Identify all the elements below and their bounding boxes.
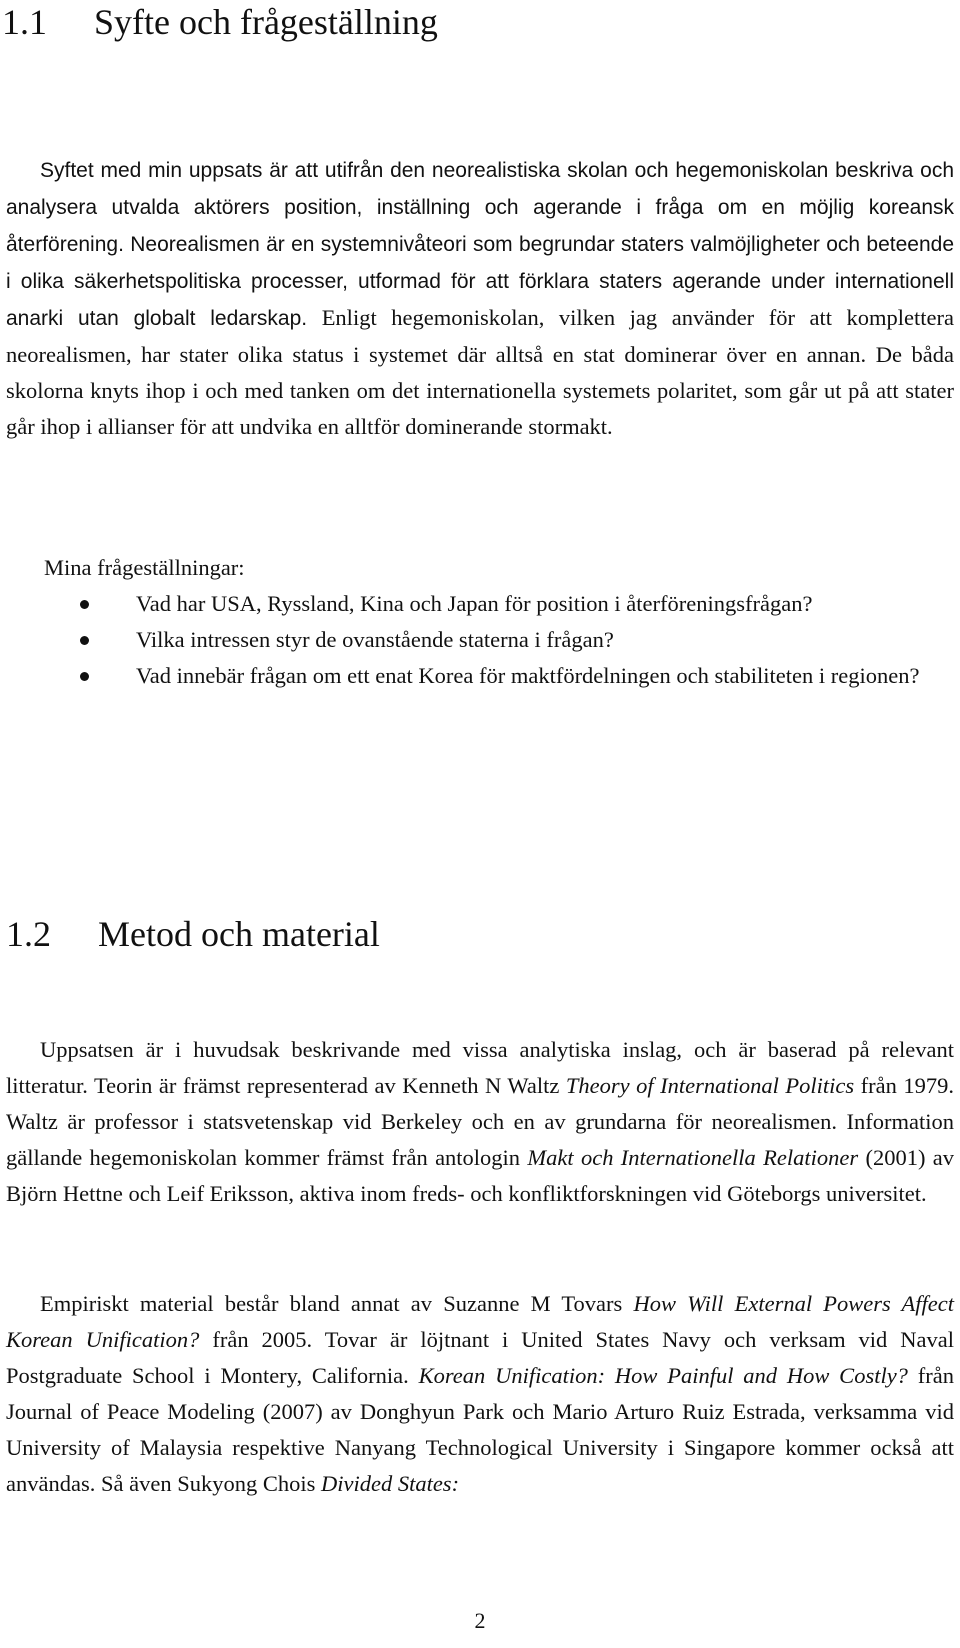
bullet-icon	[80, 672, 89, 681]
book-title: Theory of International Politics	[565, 1073, 855, 1098]
empirical-text: från 2005. Tovar är löjtnant i United States Navy och verksam vid Naval Postgraduate School i Montery, California.	[6, 1327, 954, 1388]
question-text: Vad innebär frågan om ett enat Korea för maktfördelningen och stabiliteten i regionen?	[136, 663, 920, 688]
empirical-text: från Journal of Peace Modeling (2007) av Donghyun Park och Mario Arturo Ruiz Estrada, verksamma vid University of Malaysia respektive Nanyang Technological University i Singapore kommer också att användas. Så även Sukyong Chois	[6, 1363, 954, 1496]
purpose-text-part1: Syftet med min uppsats är att utifrån den neorealistiska skolan och hegemoniskolan beskriva och analysera utvalda aktörers position, inställning och agerande i fråga om en möjlig koreansk återförening. Neorealismen är en systemnivåteori som begrundar staters valmöjligheter och beteende i olika säkerhetspolitiska processer, utformad för att förklara staters agerande under internationell anarki utan globalt ledarskap.	[6, 159, 954, 330]
questions-list	[80, 586, 954, 694]
list-item	[80, 586, 954, 622]
section-heading-1-1	[2, 0, 438, 44]
question-text: Vad har USA, Ryssland, Kina och Japan för position i återföreningsfrågan?	[136, 591, 813, 616]
empirical-text: Empiriskt material består bland annat av Suzanne M Tovars	[40, 1291, 634, 1316]
method-text: Uppsatsen är i huvudsak beskrivande med vissa analytiska inslag, och är baserad på relevant litteratur. Teorin är främst representerad av Kenneth N Waltz	[6, 1037, 954, 1098]
method-paragraph	[6, 1032, 954, 1212]
method-text: från 1979. Waltz är professor i statsvetenskap vid Berkeley och en av grundarna för neorealismen. Information gällande hegemoniskolan kommer främst från antologin	[6, 1073, 954, 1170]
section-title: Metod och material	[98, 914, 380, 954]
book-title: Makt och Internationella Relationer	[527, 1145, 859, 1170]
purpose-text-part2: Enligt hegemoniskolan, vilken jag använder för att komplettera neorealismen, har stater olika status i systemet där alltså en stat dominerar över en annan. De båda skolorna knyts ihop i och med tanken om det internationella systemets polaritet, som går ut på att stater går ihop i allianser för att undvika en alltför dominerande stormakt.	[6, 305, 955, 439]
section-number: 1.2	[6, 914, 51, 954]
empirical-paragraph	[6, 1286, 954, 1502]
section-title: Syfte och frågeställning	[94, 2, 438, 42]
section-number: 1.1	[2, 2, 47, 42]
bullet-icon	[80, 636, 89, 645]
purpose-paragraph	[6, 152, 954, 445]
list-item	[80, 658, 954, 694]
book-title: Divided States:	[320, 1471, 460, 1496]
book-title: Korean Unification: How Painful and How Costly?	[418, 1363, 908, 1388]
method-text: (2001) av Björn Hettne och Leif Eriksson, aktiva inom freds- och konfliktforskningen vid Göteborgs universitet.	[6, 1145, 955, 1206]
list-item	[80, 622, 954, 658]
section-heading-1-2	[6, 912, 380, 956]
question-text: Vilka intressen styr de ovanstående staterna i frågan?	[136, 627, 614, 652]
questions-label: Mina frågeställningar:	[44, 555, 245, 580]
book-title: How Will External Powers Affect Korean Unification?	[6, 1291, 955, 1352]
bullet-icon	[80, 600, 89, 609]
page-number: 2	[474, 1608, 486, 1633]
